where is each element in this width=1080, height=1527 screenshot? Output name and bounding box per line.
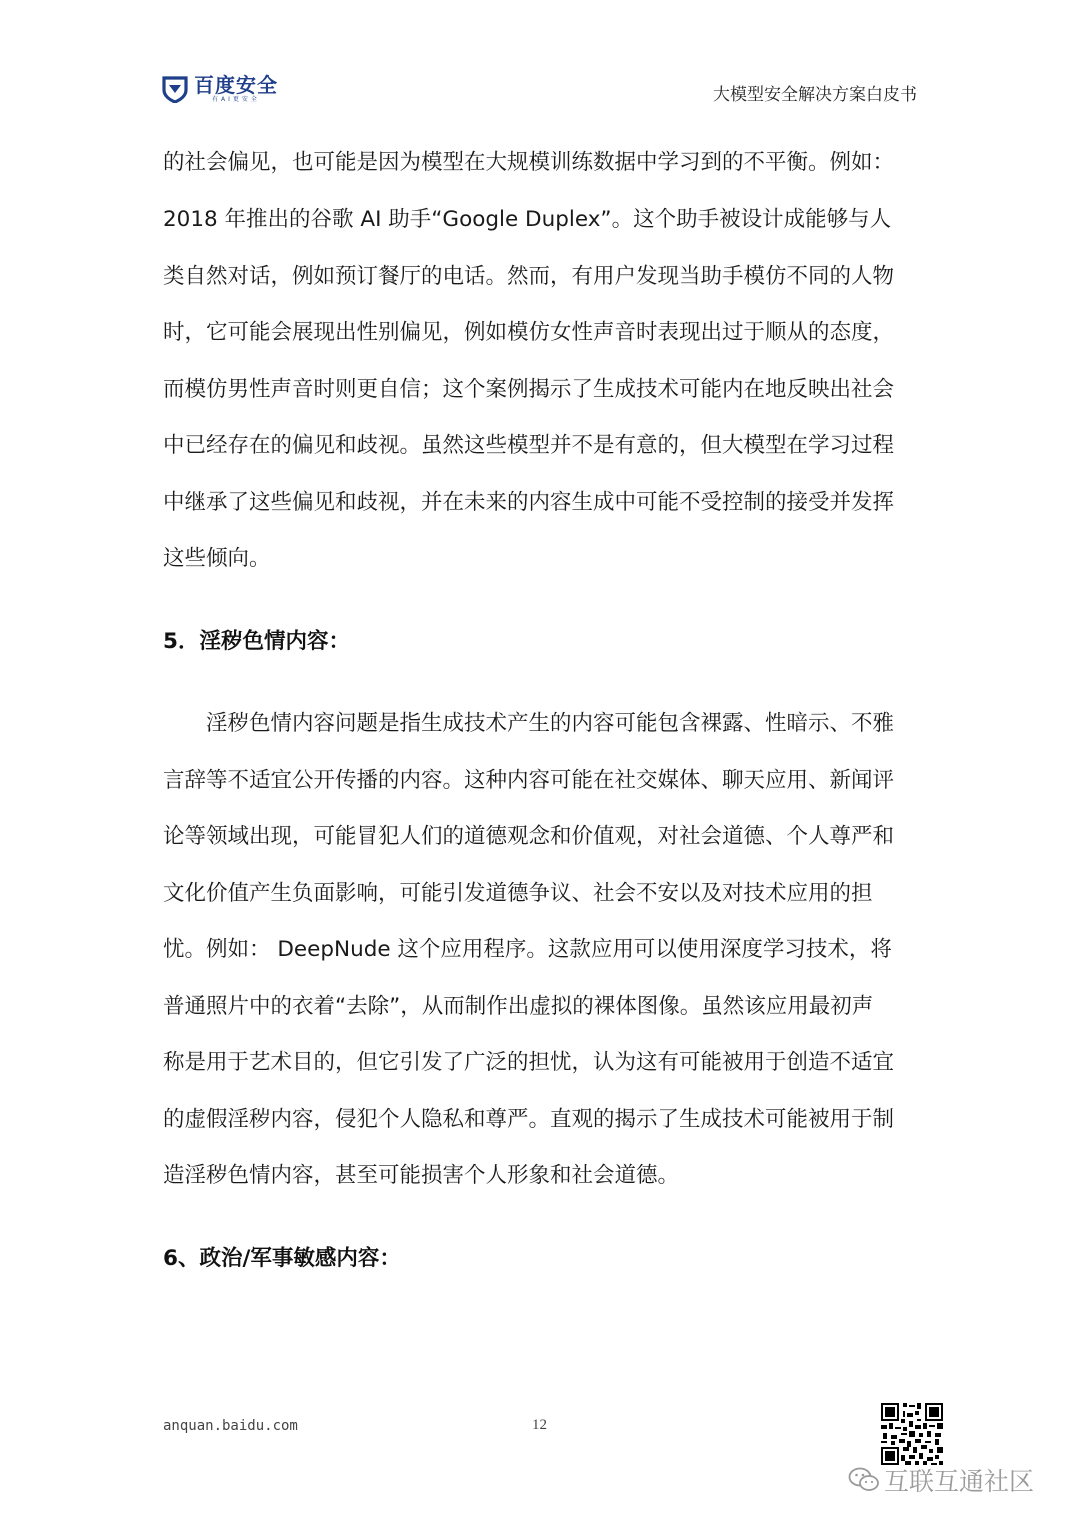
logo-name: 百度安全 [194, 73, 278, 97]
paragraph-line: 淫秽色情内容问题是指生成技术产生的内容可能包含裸露、性暗示、不雅 [206, 711, 895, 736]
paragraph-line: 而模仿男性声音时则更自信；这个案例揭示了生成技术可能内在地反映出社会 [163, 377, 895, 402]
paragraph-line: 这些倾向。 [163, 546, 271, 571]
paragraph-line: 的虚假淫秽内容，侵犯个人隐私和尊严。直观的揭示了生成技术可能被用于制 [163, 1107, 895, 1132]
watermark-text: 互联互通社区 [884, 1467, 1035, 1496]
paragraph-line: 时，它可能会展现出性别偏见，例如模仿女性声音时表现出过于顺从的态度， [163, 320, 895, 345]
paragraph-line: 忧。例如： DeepNude 这个应用程序。这款应用可以使用深度学习技术，将 [163, 937, 892, 962]
paragraph-line: 2018 年推出的谷歌 AI 助手“Google Duplex”。这个助手被设计成能够与人 [163, 207, 892, 232]
section-heading-6: 6、政治/军事敏感内容： [163, 1246, 401, 1271]
paragraph-line: 类自然对话，例如预订餐厅的电话。然而，有用户发现当助手模仿不同的人物 [163, 264, 895, 289]
footer-url[interactable]: anquan.baidu.com [163, 1418, 298, 1434]
logo-tagline: 有AI更安全 [212, 96, 260, 103]
section-heading-5: 5．淫秽色情内容： [163, 629, 350, 654]
baidu-security-shield-icon [162, 75, 188, 103]
paragraph-line: 造淫秽色情内容，甚至可能损害个人形象和社会道德。 [163, 1163, 680, 1188]
paragraph-line: 文化价值产生负面影响，可能引发道德争议、社会不安以及对技术应用的担 [163, 881, 873, 906]
wechat-icon [848, 1466, 880, 1494]
paragraph-line: 的社会偏见，也可能是因为模型在大规模训练数据中学习到的不平衡。例如： [163, 150, 895, 175]
paragraph-line: 言辞等不适宜公开传播的内容。这种内容可能在社交媒体、聊天应用、新闻评 [163, 768, 895, 793]
paragraph-line: 普通照片中的衣着“去除”，从而制作出虚拟的裸体图像。虽然该应用最初声 [163, 994, 874, 1019]
watermark [848, 1462, 1034, 1498]
paragraph-line: 称是用于艺术目的，但它引发了广泛的担忧，认为这有可能被用于创造不适宜 [163, 1050, 895, 1075]
paragraph-line: 中已经存在的偏见和歧视。虽然这些模型并不是有意的，但大模型在学习过程 [163, 433, 895, 458]
page-number: 12 [532, 1417, 547, 1433]
document-title: 大模型安全解决方案白皮书 [713, 85, 917, 105]
qr-code [879, 1401, 945, 1467]
baidu-security-logo [162, 74, 278, 104]
paragraph-line: 论等领域出现，可能冒犯人们的道德观念和价值观，对社会道德、个人尊严和 [163, 824, 895, 849]
paragraph-line: 中继承了这些偏见和歧视，并在未来的内容生成中可能不受控制的接受并发挥 [163, 490, 895, 515]
